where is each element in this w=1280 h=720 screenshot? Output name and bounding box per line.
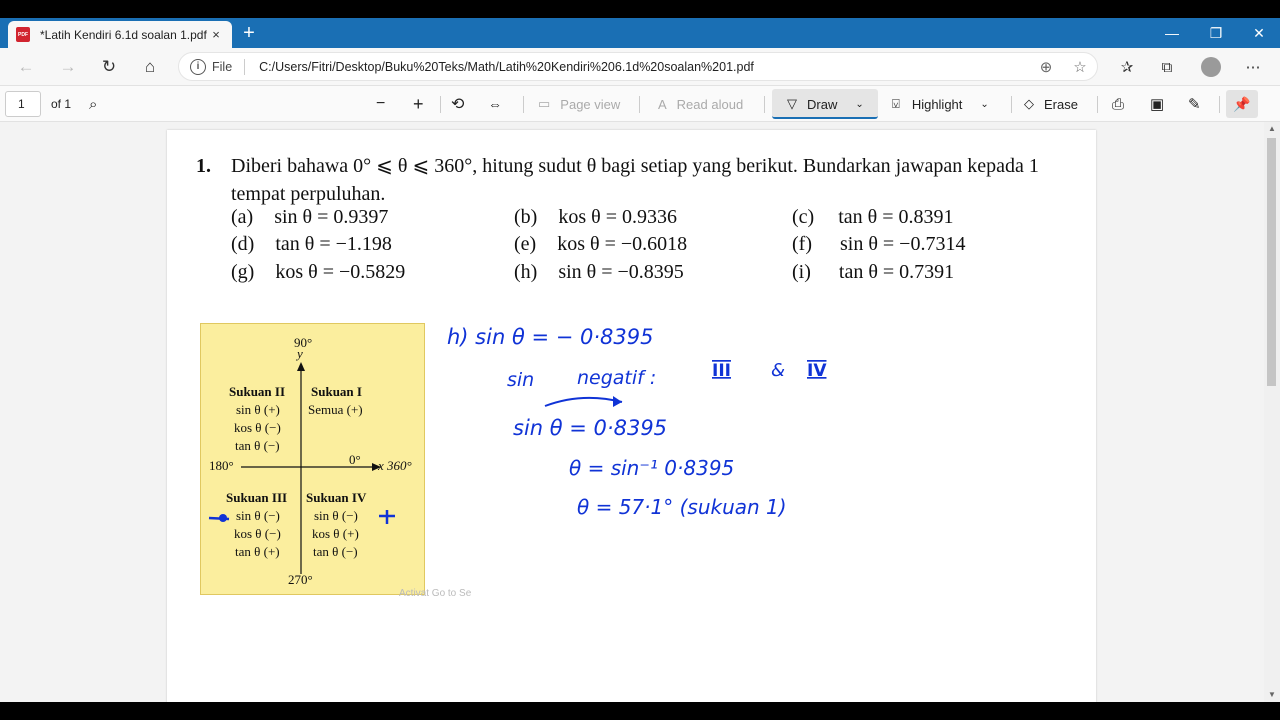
- ink-arrow-line: [545, 398, 622, 406]
- draw-button[interactable]: [787, 86, 864, 122]
- page-number-input[interactable]: 1: [5, 91, 41, 117]
- option-expr: sin θ = −0.8395: [558, 261, 684, 283]
- save-as-icon[interactable]: ✎: [1188, 96, 1201, 113]
- ink-line-5: θ = 57·1° (sukuan 1): [577, 495, 787, 519]
- erase-button[interactable]: [1024, 86, 1078, 122]
- pdf-viewer: [0, 122, 1264, 702]
- ink-line-4: θ = sin⁻¹ 0·8395: [569, 456, 735, 480]
- q4-line1: sin θ (−): [314, 508, 358, 523]
- divider: [1011, 96, 1012, 113]
- option-label: (f): [792, 233, 812, 255]
- ink-roman-4: IV: [807, 361, 827, 381]
- option-label: (g): [231, 261, 255, 283]
- info-icon[interactable]: i: [190, 59, 206, 75]
- tab-title: *Latih Kendiri 6.1d soalan 1.pdf: [40, 27, 207, 42]
- file-label: File: [212, 59, 233, 74]
- q2-title: Sukuan II: [229, 384, 286, 399]
- url-box[interactable]: [178, 52, 1098, 81]
- tab-close-icon[interactable]: ×: [212, 27, 220, 42]
- q4-title: Sukuan IV: [306, 490, 367, 505]
- ink-ampersand: &: [771, 360, 786, 381]
- vertical-scrollbar[interactable]: [1264, 122, 1280, 702]
- home-icon[interactable]: ⌂: [144, 57, 156, 76]
- url-divider: [244, 59, 245, 75]
- read-aloud-label: Read aloud: [676, 96, 744, 112]
- option-expr: kos θ = −0.6018: [557, 233, 688, 255]
- page-view-icon: ▭: [538, 96, 551, 111]
- q3-line2: kos θ (−): [234, 526, 281, 541]
- favorites-icon[interactable]: ✰: [1120, 59, 1134, 76]
- draw-pen-icon: ▽: [787, 96, 797, 111]
- label-180: 180°: [209, 458, 234, 473]
- page-view-button[interactable]: [538, 86, 620, 122]
- option-label: (h): [514, 261, 538, 283]
- option-label: (d): [231, 233, 255, 255]
- new-tab-button[interactable]: +: [243, 22, 255, 44]
- ink-line-3: sin θ = 0·8395: [513, 416, 668, 440]
- restore-button[interactable]: ❐: [1209, 24, 1223, 41]
- page-total: of 1: [51, 97, 72, 111]
- highlight-label: Highlight: [911, 96, 963, 112]
- ink-arrowhead: [613, 396, 622, 407]
- scroll-up-icon[interactable]: ▲: [1268, 124, 1276, 133]
- minimize-button[interactable]: —: [1165, 25, 1179, 41]
- option-expr: kos θ = 0.9336: [558, 206, 677, 228]
- activation-watermark: Activat Go to Se: [399, 588, 472, 599]
- divider: [639, 96, 640, 113]
- more-menu-icon[interactable]: ⋯: [1245, 59, 1261, 76]
- close-window-button[interactable]: ✕: [1253, 24, 1265, 41]
- rotate-icon[interactable]: ⟲: [451, 96, 465, 113]
- ink-sin: sin: [507, 369, 535, 391]
- highlight-chevron-down-icon[interactable]: ⌄: [980, 98, 989, 110]
- draw-chevron-down-icon[interactable]: ⌄: [855, 98, 864, 110]
- option-label: (a): [231, 206, 254, 228]
- ink-annotations: [167, 130, 1096, 702]
- question-number: 1.: [196, 155, 211, 177]
- option-expr: tan θ = 0.8391: [838, 206, 954, 228]
- option-expr: kos θ = −0.5829: [275, 261, 406, 283]
- q1-title: Sukuan I: [311, 384, 362, 399]
- draw-label: Draw: [807, 96, 838, 112]
- q3-line3: tan θ (+): [235, 544, 280, 559]
- option-expr: sin θ = 0.9397: [274, 206, 389, 228]
- divider: [764, 96, 765, 113]
- label-y: y: [297, 346, 303, 361]
- ink-line-1: h) sin θ = − 0·8395: [447, 325, 654, 349]
- label-0: 0°: [349, 452, 361, 467]
- zoom-out-icon[interactable]: −: [376, 95, 386, 112]
- divider: [1219, 96, 1220, 113]
- add-favorite-icon[interactable]: ☆: [1073, 58, 1087, 76]
- fit-page-icon[interactable]: ⇔: [488, 96, 502, 112]
- option-label: (e): [514, 233, 537, 255]
- print-icon[interactable]: ⎙: [1112, 95, 1125, 113]
- search-icon[interactable]: ⌕: [89, 95, 98, 113]
- option-expr: tan θ = −1.198: [275, 233, 392, 255]
- address-bar-row: [0, 48, 1280, 85]
- option-expr: sin θ = −0.7314: [839, 233, 966, 255]
- option-label: (b): [514, 206, 538, 228]
- pdf-file-icon: PDF: [16, 27, 30, 42]
- ink-negatif: negatif :: [577, 367, 657, 389]
- divider: [523, 96, 524, 113]
- ink-roman-3: III: [712, 361, 731, 381]
- ink-mark-q4: [379, 510, 395, 524]
- avatar-icon: [1201, 57, 1221, 77]
- q4-line3: tan θ (−): [313, 544, 358, 559]
- q3-line1: sin θ (−): [236, 508, 280, 523]
- scroll-down-icon[interactable]: ▼: [1268, 690, 1276, 699]
- highlight-button[interactable]: [892, 86, 989, 122]
- back-icon[interactable]: ←: [17, 57, 35, 76]
- pdf-page: [167, 130, 1096, 702]
- read-aloud-button[interactable]: [658, 86, 743, 122]
- highlighter-icon: ⍌: [892, 96, 900, 111]
- browser-tab[interactable]: [8, 21, 232, 48]
- zoom-icon[interactable]: ⊕: [1039, 58, 1053, 76]
- page-view-label: Page view: [560, 96, 621, 112]
- question-text: Diberi bahawa 0° ⩽ θ ⩽ 360°, hitung sudut θ bagi setiap yang berikut. Bundarkan jawapan kepada 1 tempat perpuluhan.: [231, 155, 1039, 205]
- zoom-in-icon[interactable]: +: [413, 93, 424, 114]
- q2-line2: kos θ (−): [234, 420, 281, 435]
- divider: [1097, 96, 1098, 113]
- q2-line3: tan θ (−): [235, 438, 280, 453]
- label-x360: x 360°: [378, 458, 412, 473]
- profile-avatar[interactable]: [1196, 53, 1226, 81]
- divider: [440, 96, 441, 113]
- option-expr: tan θ = 0.7391: [838, 261, 955, 283]
- pdf-toolbar: [0, 85, 1280, 122]
- forward-icon[interactable]: →: [59, 57, 77, 76]
- option-label: (c): [792, 206, 815, 228]
- browser-window: [0, 18, 1280, 702]
- q2-line1: sin θ (+): [236, 402, 280, 417]
- label-90: 90°: [294, 335, 313, 350]
- q3-title: Sukuan III: [226, 490, 288, 505]
- erase-label: Erase: [1044, 96, 1078, 112]
- tab-strip: [0, 18, 1280, 48]
- eraser-icon: ◇: [1024, 96, 1034, 111]
- q4-line2: kos θ (+): [312, 526, 359, 541]
- read-aloud-icon: A: [658, 96, 667, 112]
- url-text[interactable]: C:/Users/Fitri/Desktop/Buku%20Teks/Math/Latih%20Kendiri%206.1d%20soalan%201.pdf: [259, 59, 754, 74]
- pin-toolbar-icon[interactable]: 📌: [1226, 90, 1258, 118]
- ink-dot-q3: [219, 514, 227, 522]
- save-icon[interactable]: ▣: [1150, 96, 1165, 113]
- option-label: (i): [792, 261, 811, 283]
- collections-icon[interactable]: ⧉: [1161, 58, 1173, 76]
- label-270: 270°: [288, 572, 313, 587]
- scroll-thumb[interactable]: [1267, 138, 1276, 386]
- q1-line1: Semua (+): [308, 402, 363, 417]
- refresh-icon[interactable]: ↻: [101, 57, 117, 76]
